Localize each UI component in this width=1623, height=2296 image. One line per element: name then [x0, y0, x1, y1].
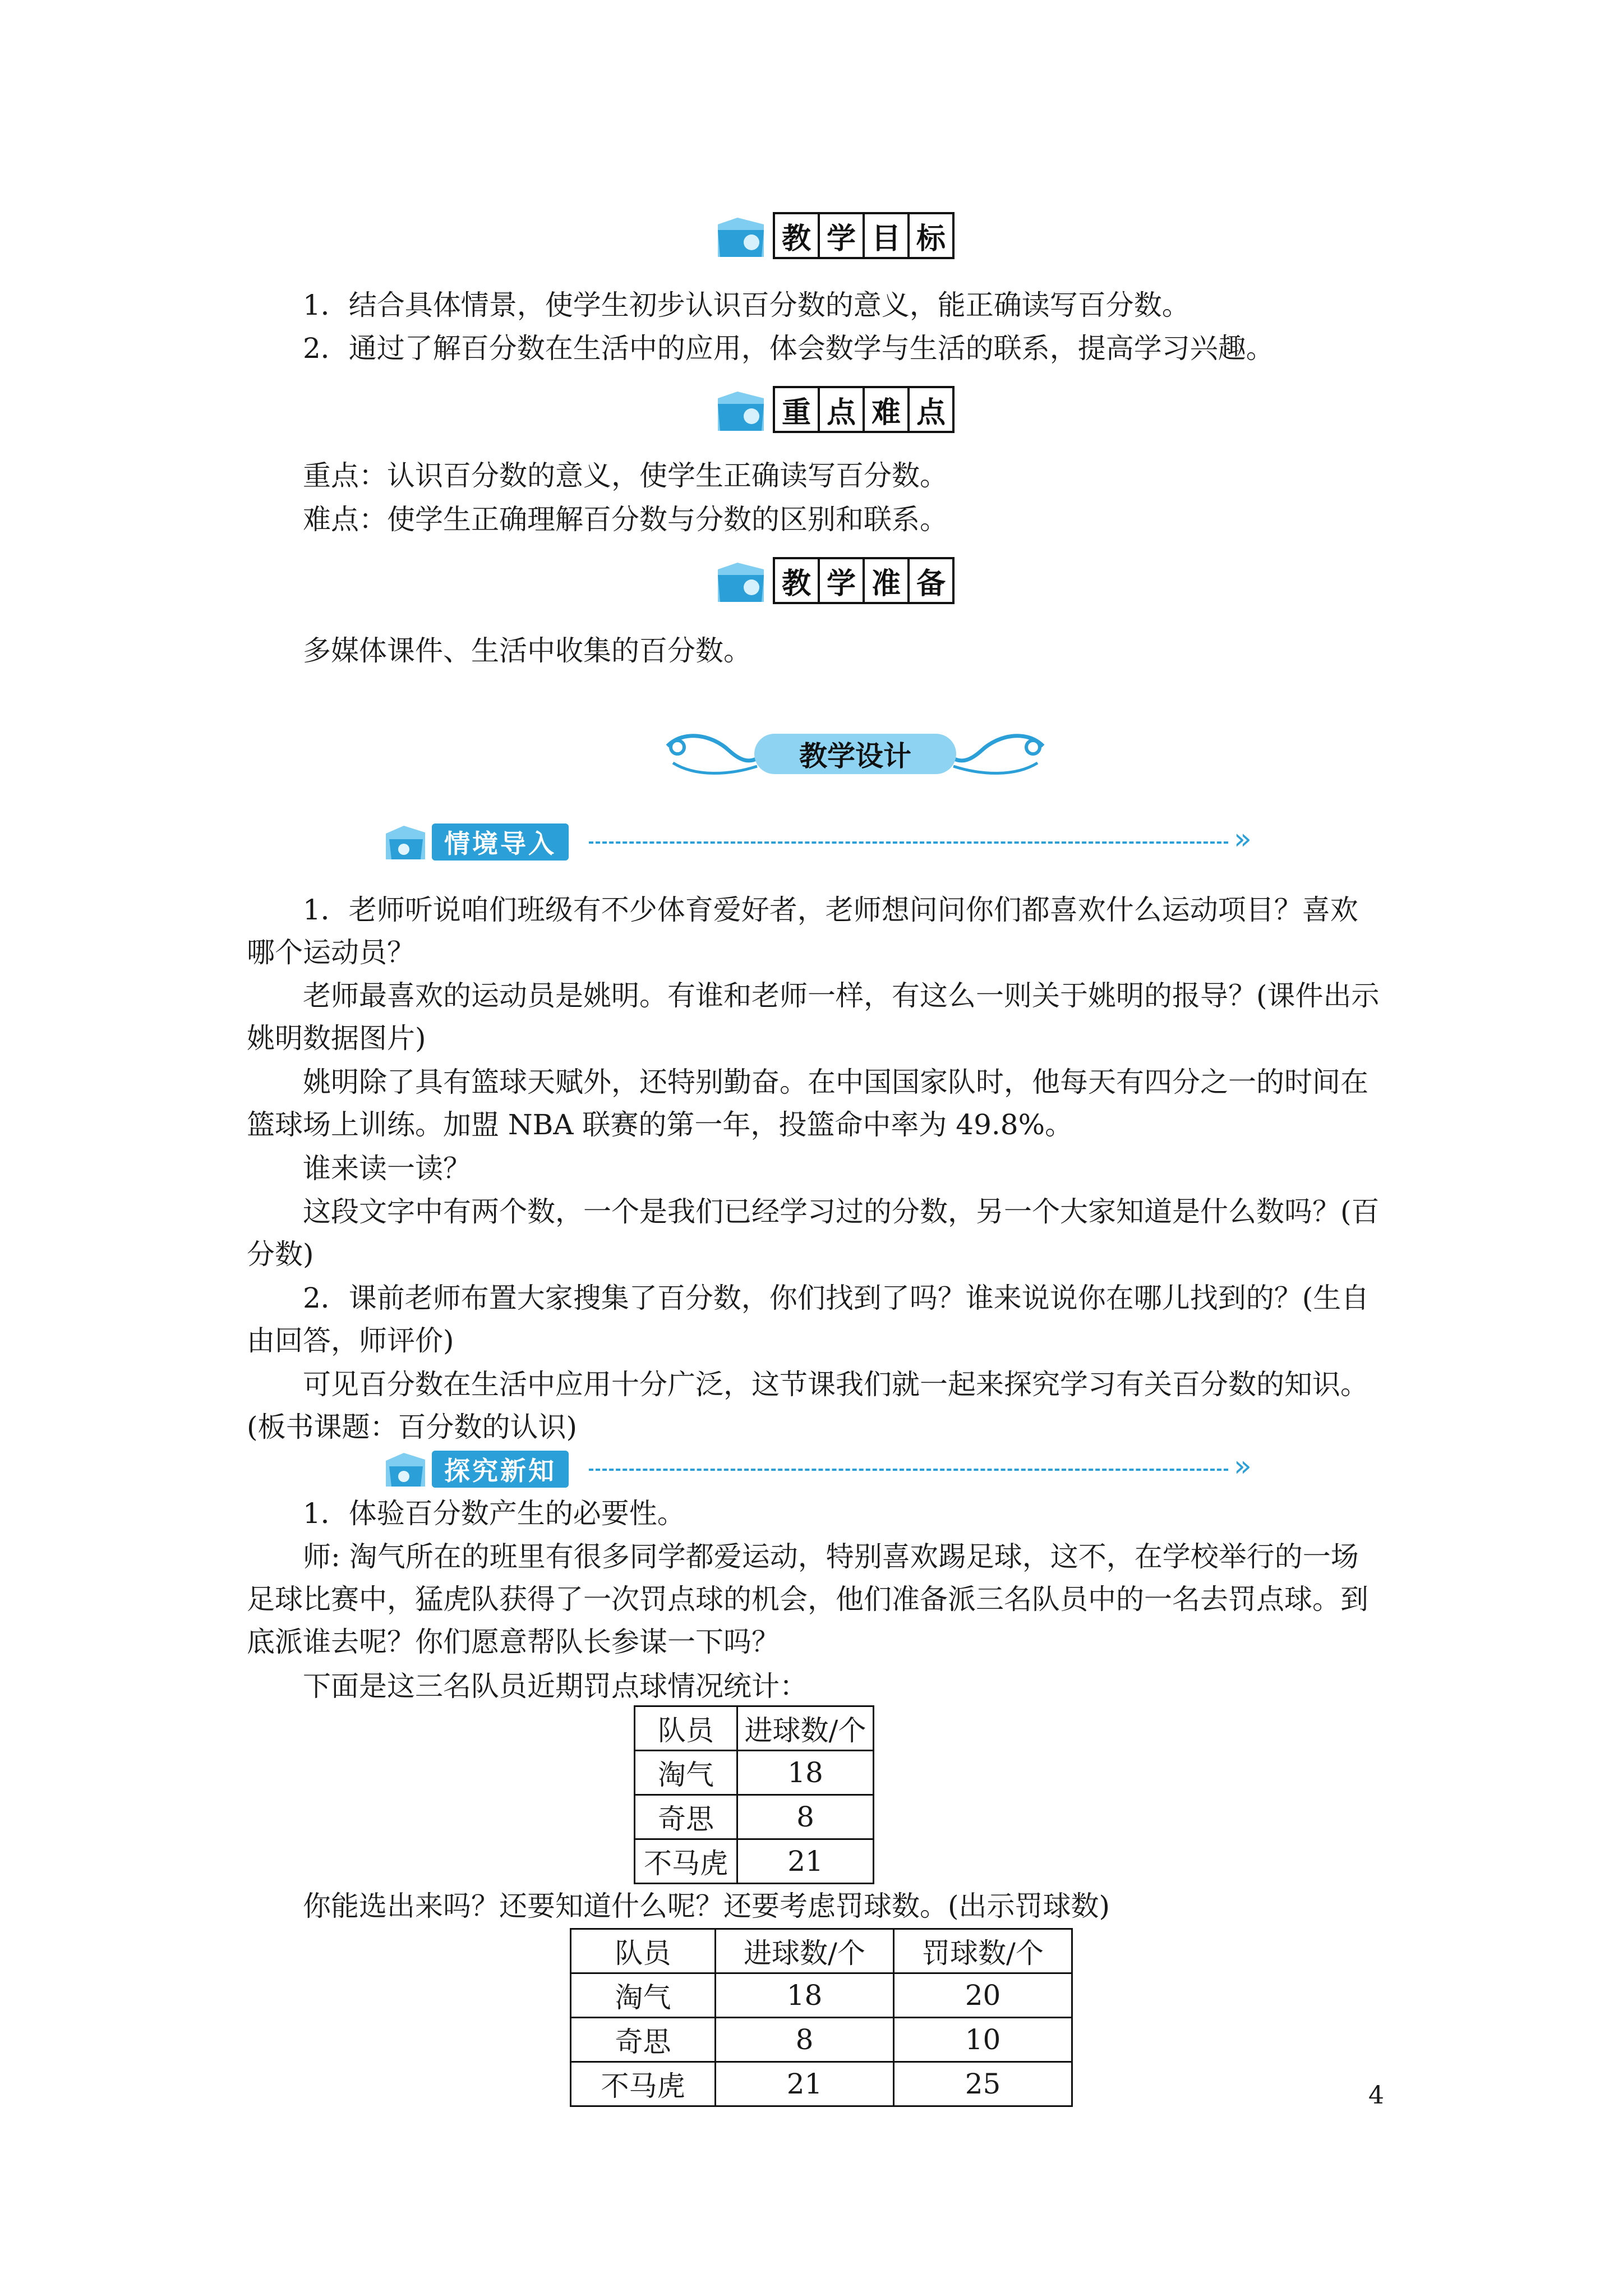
table-header-cell: 罚球数/个 — [894, 1929, 1072, 1973]
penalty-goals-attempts-table — [570, 1928, 1073, 2107]
table-header-row — [635, 1706, 874, 1751]
table-cell: 淘气 — [571, 1973, 716, 2018]
book-icon — [381, 1447, 430, 1492]
table-row — [635, 1795, 874, 1839]
table-header-cell: 进球数/个 — [716, 1929, 894, 1973]
paragraph: 老师最喜欢的运动员是姚明。有谁和老师一样，有这么一则关于姚明的报导？(课件出示姚明数据图片) — [247, 979, 1380, 1055]
section-char: 教 — [773, 212, 820, 259]
section-char: 备 — [907, 557, 955, 604]
book-icon — [381, 820, 430, 865]
paragraph: 师: 淘气所在的班里有很多同学都爱运动，特别喜欢踢足球，这不，在学校举行的一场足球比赛中，猛虎队获得了一次罚点球的机会，他们准备派三名队员中的一名去罚点球。到底派谁去呢？你们愿意帮队长参谋一下吗？ — [247, 1540, 1368, 1658]
section-header-objectives — [712, 208, 993, 264]
paragraph: 1．老师听说咱们班级有不少体育爱好者，老师想问问你们都喜欢什么运动项目？喜欢哪个运动员？ — [247, 894, 1358, 969]
step-label: 探究新知 — [432, 1451, 569, 1488]
paragraph: 这段文字中有两个数，一个是我们已经学习过的分数，另一个大家知道是什么数吗？(百分数) — [247, 1195, 1380, 1271]
section-char: 目 — [863, 212, 910, 259]
folder-icon — [712, 208, 768, 264]
table-cell: 奇思 — [635, 1795, 737, 1839]
table-cell: 不马虎 — [635, 1839, 737, 1884]
paragraph: 你能选出来吗？还要知道什么呢？还要考虑罚球数。(出示罚球数) — [303, 1890, 1110, 1922]
table-cell: 8 — [737, 1795, 874, 1839]
section-char: 重 — [773, 386, 820, 433]
paragraph: 姚明除了具有篮球天赋外，还特别勤奋。在中国国家队时，他每天有四分之一的时间在篮球场上训练。加盟 NBA 联赛的第一年，投篮命中率为 49.8%。 — [247, 1066, 1368, 1141]
dashed-divider — [589, 1469, 1228, 1471]
banner-title: 教学设计 — [754, 734, 956, 774]
table-cell: 奇思 — [571, 2018, 716, 2062]
penalty-goals-table — [634, 1705, 874, 1884]
double-arrow-icon: » — [1234, 822, 1252, 856]
paragraph: 下面是这三名队员近期罚点球情况统计： — [303, 1670, 808, 1703]
table-cell: 18 — [716, 1973, 894, 2018]
key-point: 重点：认识百分数的意义，使学生正确读写百分数。 — [303, 459, 948, 492]
table-cell: 20 — [894, 1973, 1072, 2018]
table-cell: 8 — [716, 2018, 894, 2062]
table-row — [571, 1973, 1072, 2018]
step-label: 情境导入 — [432, 823, 569, 861]
section-char: 点 — [907, 386, 955, 433]
table-header-cell: 进球数/个 — [737, 1706, 874, 1751]
section-char: 点 — [818, 386, 865, 433]
table-row — [635, 1839, 874, 1884]
folder-icon — [712, 553, 768, 609]
objective-item: 2．通过了解百分数在生活中的应用，体会数学与生活的联系，提高学习兴趣。 — [303, 332, 1274, 365]
section-char: 难 — [863, 386, 910, 433]
table-cell: 不马虎 — [571, 2062, 716, 2106]
paragraph: 可见百分数在生活中应用十分广泛，这节课我们就一起来探究学习有关百分数的知识。(板书课题：百分数的认识) — [247, 1368, 1368, 1443]
paragraph: 2．课前老师布置大家搜集了百分数，你们找到了吗？谁来说说你在哪儿找到的？(生自由回答，师评价) — [247, 1282, 1370, 1357]
section-header-key-points — [712, 381, 993, 438]
table-row — [635, 1751, 874, 1795]
table-cell: 25 — [894, 2062, 1072, 2106]
section-char: 教 — [773, 557, 820, 604]
section-char: 学 — [818, 557, 865, 604]
teaching-design-banner — [651, 724, 1060, 785]
double-arrow-icon: » — [1234, 1450, 1252, 1483]
dashed-divider — [589, 841, 1228, 844]
table-header-cell: 队员 — [635, 1706, 737, 1751]
step-bar-intro — [381, 820, 1307, 865]
table-cell: 21 — [716, 2062, 894, 2106]
difficult-point: 难点：使学生正确理解百分数与分数的区别和联系。 — [303, 503, 948, 536]
table-cell: 10 — [894, 2018, 1072, 2062]
section-header-preparation — [712, 553, 993, 609]
table-cell: 18 — [737, 1751, 874, 1795]
table-cell: 21 — [737, 1839, 874, 1884]
paragraph: 1．体验百分数产生的必要性。 — [303, 1497, 685, 1530]
table-cell: 淘气 — [635, 1751, 737, 1795]
page-number: 4 — [1368, 2081, 1384, 2110]
table-header-cell: 队员 — [571, 1929, 716, 1973]
table-row — [571, 2018, 1072, 2062]
preparation-text: 多媒体课件、生活中收集的百分数。 — [303, 634, 751, 667]
section-char: 标 — [907, 212, 955, 259]
table-header-row — [571, 1929, 1072, 1973]
step-bar-explore — [381, 1447, 1307, 1492]
table-row — [571, 2062, 1072, 2106]
paragraph: 谁来读一读？ — [303, 1152, 471, 1185]
section-char: 学 — [818, 212, 865, 259]
objective-item: 1．结合具体情景，使学生初步认识百分数的意义，能正确读写百分数。 — [303, 289, 1190, 321]
section-char: 准 — [863, 557, 910, 604]
folder-icon — [712, 381, 768, 438]
